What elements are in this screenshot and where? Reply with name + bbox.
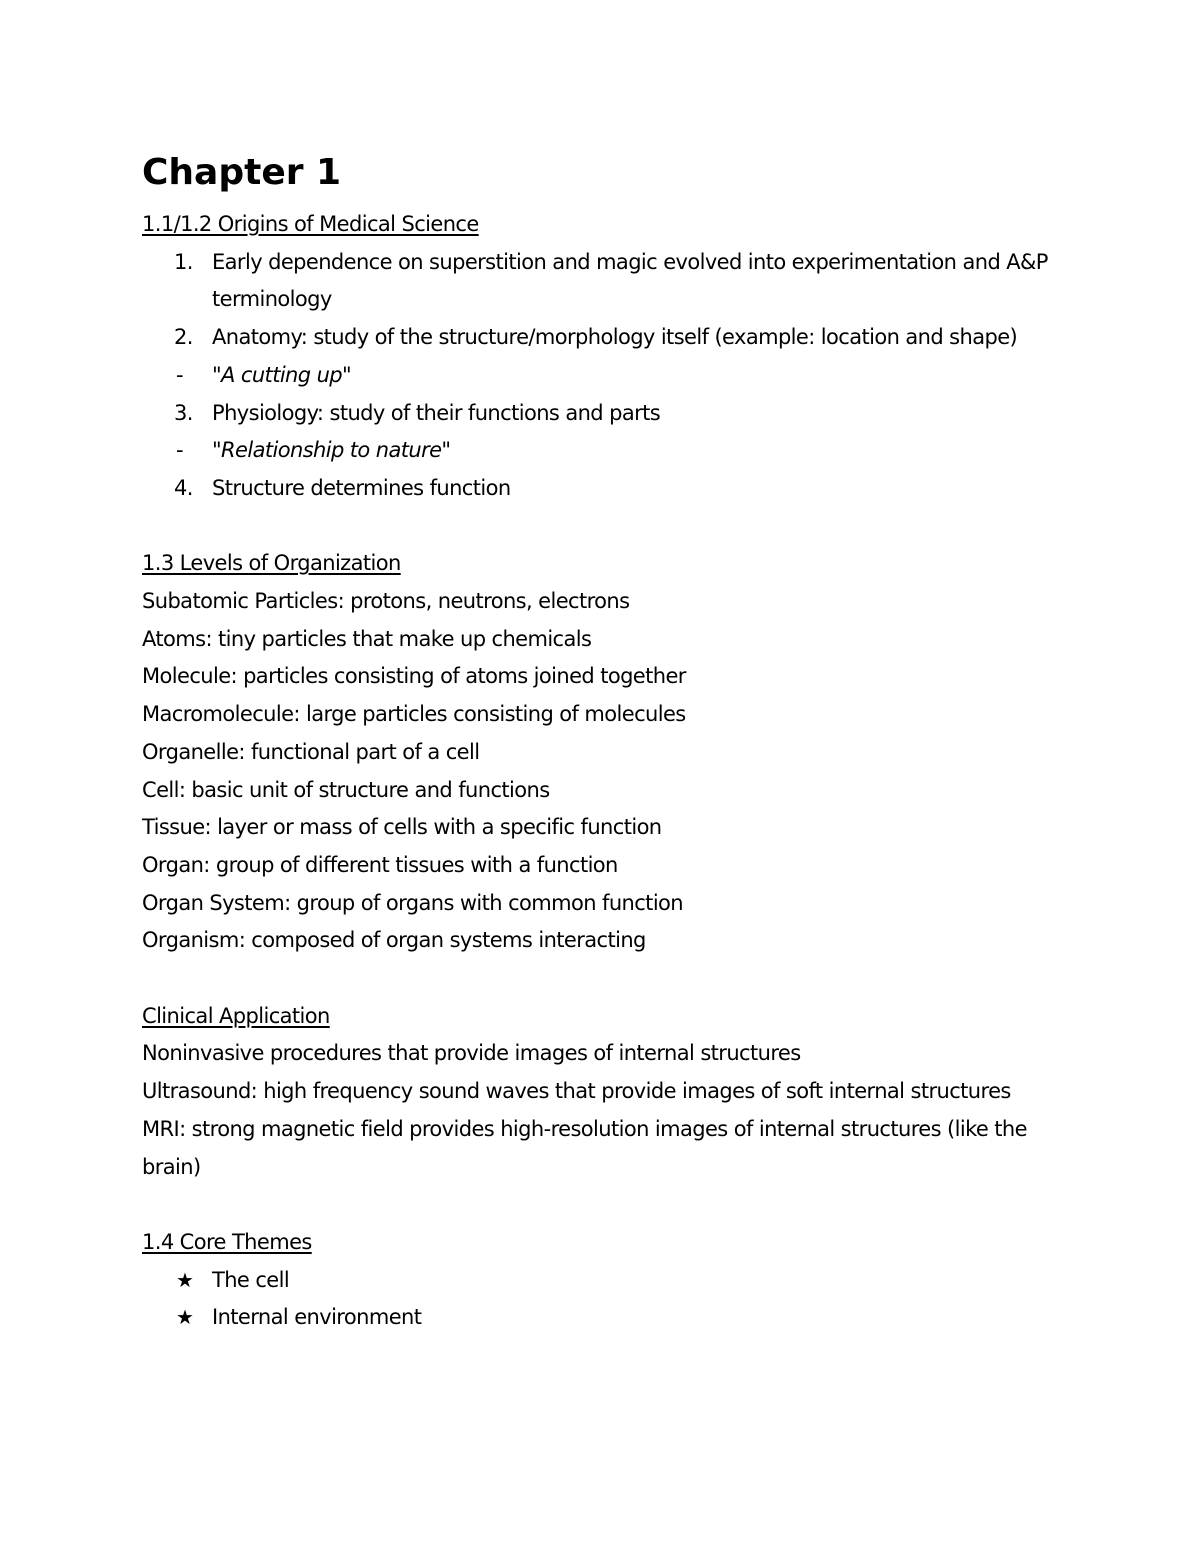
list-item xyxy=(142,432,1082,470)
text-line: Cell: basic unit of structure and functions xyxy=(142,777,550,802)
text-line: Tissue: layer or mass of cells with a specific function xyxy=(142,815,662,840)
section-heading-levels: 1.3 Levels of Organization xyxy=(142,551,401,576)
list-item xyxy=(142,470,1082,508)
star-icon: ★ xyxy=(176,1305,194,1330)
chapter-title: Chapter 1 xyxy=(142,152,342,193)
list-number: 3. xyxy=(174,400,193,425)
text-line: MRI: strong magnetic field provides high-resolution images of internal structures (like the brain) xyxy=(142,1116,1027,1179)
text-line: Subatomic Particles: protons, neutrons, electrons xyxy=(142,589,630,614)
list-number: 1. xyxy=(174,249,193,274)
dash-marker: - xyxy=(176,362,183,387)
text-line: Organ: group of different tissues with a function xyxy=(142,852,618,877)
list-item xyxy=(142,244,1082,319)
text-line: Atoms: tiny particles that make up chemicals xyxy=(142,626,592,651)
list-item-text: "A cutting up" xyxy=(212,362,352,387)
star-icon: ★ xyxy=(176,1267,194,1292)
list-item-text: Structure determines function xyxy=(212,475,511,500)
text-line: Molecule: particles consisting of atoms joined together xyxy=(142,664,686,689)
text-line: Organelle: functional part of a cell xyxy=(142,739,480,764)
section-heading-core-themes: 1.4 Core Themes xyxy=(142,1229,312,1254)
spacer xyxy=(142,960,1082,998)
section-heading-origins: 1.1/1.2 Origins of Medical Science xyxy=(142,212,479,236)
list-item xyxy=(142,319,1082,357)
list-item-text: Anatomy: study of the structure/morphology itself (example: location and shape) xyxy=(212,325,1018,350)
text-line: Ultrasound: high frequency sound waves that provide images of soft internal structures xyxy=(142,1079,1011,1104)
list-item xyxy=(142,357,1082,395)
spacer xyxy=(142,508,1082,546)
section-heading-clinical: Clinical Application xyxy=(142,1003,330,1028)
dash-marker: - xyxy=(176,438,183,463)
list-item-text: The cell xyxy=(212,1267,290,1292)
list-item xyxy=(142,395,1082,433)
document-page xyxy=(142,148,1082,1337)
list-item-text: "Relationship to nature" xyxy=(212,438,451,463)
list-item-text: Early dependence on superstition and magic evolved into experimentation and A&P terminology xyxy=(212,249,1048,312)
list-item-text: Internal environment xyxy=(212,1305,422,1330)
list-item xyxy=(142,1262,1082,1300)
list-item-text: Physiology: study of their functions and parts xyxy=(212,400,661,425)
text-line: Organ System: group of organs with common function xyxy=(142,890,684,915)
list-number: 4. xyxy=(174,475,193,500)
list-item xyxy=(142,1299,1082,1337)
text-line: Macromolecule: large particles consisting of molecules xyxy=(142,702,686,727)
text-line: Noninvasive procedures that provide images of internal structures xyxy=(142,1041,801,1066)
list-number: 2. xyxy=(174,325,193,350)
spacer xyxy=(142,1186,1082,1224)
text-line: Organism: composed of organ systems interacting xyxy=(142,928,646,953)
